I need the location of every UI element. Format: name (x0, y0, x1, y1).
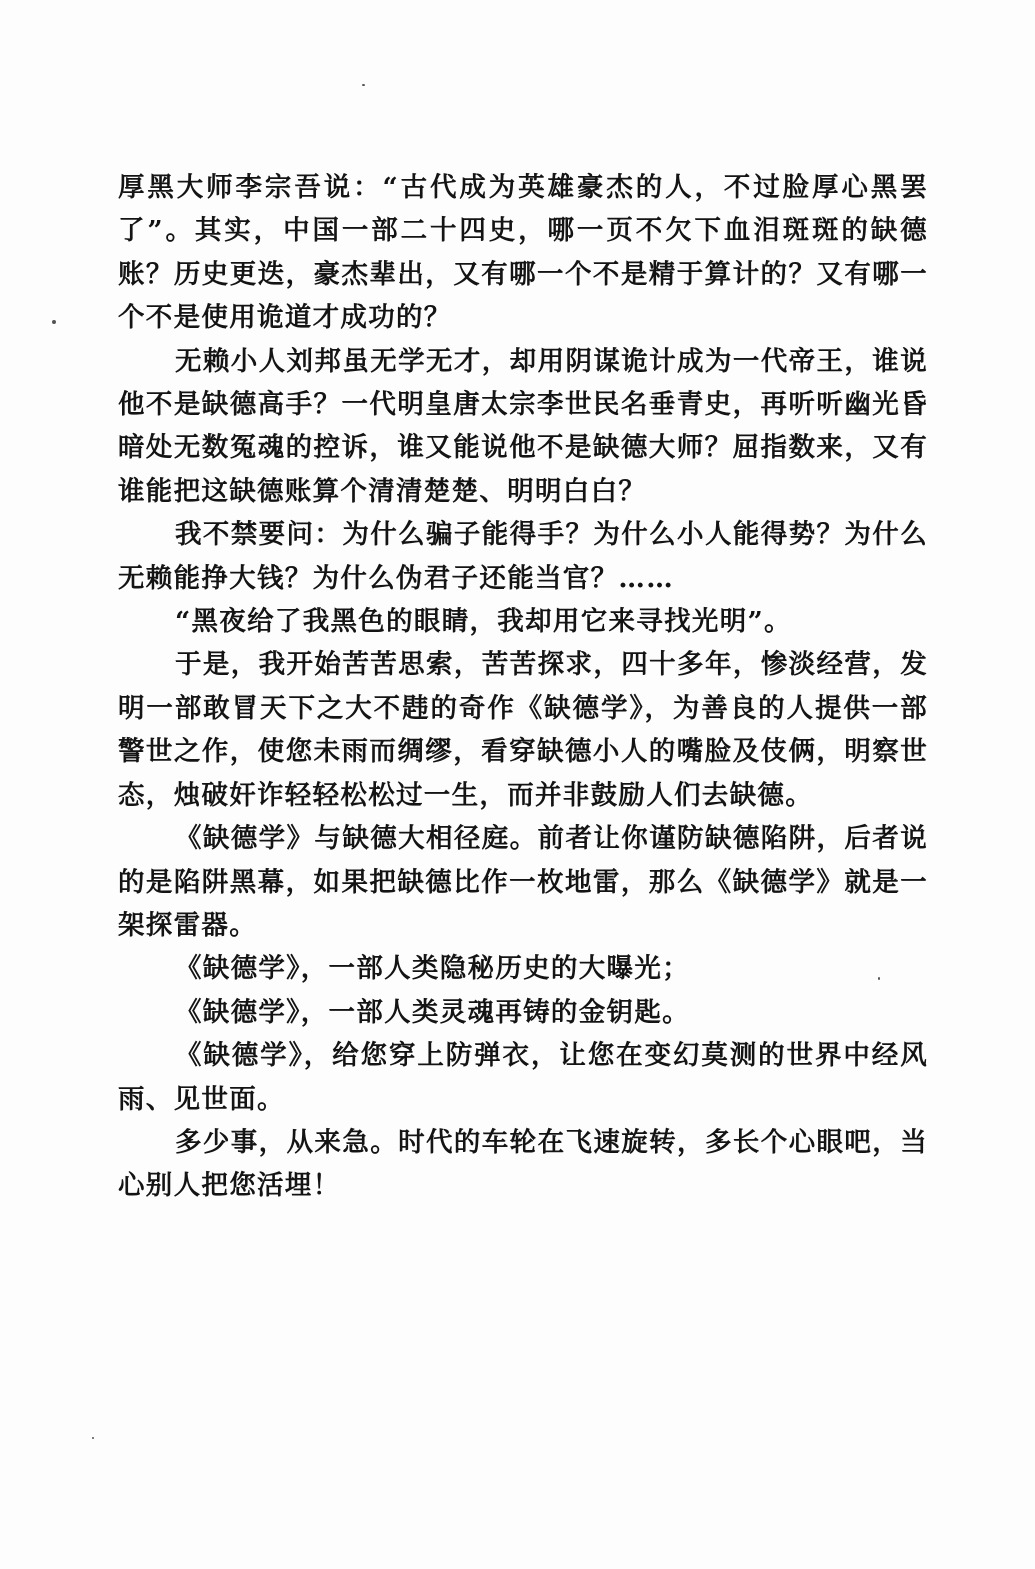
paragraph: 多少事，从来急。时代的车轮在飞速旋转，多长个心眼吧，当心别人把您活埋！ (118, 1126, 928, 1202)
paragraph: 《缺德学》，一部人类隐秘历史的大曝光； (174, 953, 690, 985)
scan-speck (52, 320, 56, 324)
paragraph: 厚黑大师李宗吾说：“古代成为英雄豪杰的人，不过脸厚心黑罢了”。其实，中国一部二十四史，哪一页不欠下血泪斑斑的缺德账？历史更迭，豪杰辈出，又有哪一个不是精于算计的？又有哪一个不是使用诡道才成功的？ (118, 172, 928, 334)
paragraph: 无赖小人刘邦虽无学无才，却用阴谋诡计成为一代帝王，谁说他不是缺德高手？一代明皇唐太宗李世民名垂青史，再听听幽光昏暗处无数冤魂的控诉，谁又能说他不是缺德大师？屈指数来，又有谁能把这缺德账算个清清楚楚、明明白白？ (118, 345, 928, 507)
scan-speck (92, 1437, 94, 1439)
paragraph: 《缺德学》，给您穿上防弹衣，让您在变幻莫测的世界中经风雨、见世面。 (118, 1040, 928, 1115)
body-text (118, 166, 928, 1208)
paragraph: 《缺德学》与缺德大相径庭。前者让你谨防缺德陷阱，后者说的是陷阱黑幕，如果把缺德比作一枚地雷，那么《缺德学》就是一架探雷器。 (118, 823, 928, 941)
scan-speck (362, 84, 365, 86)
paragraph: 《缺德学》，一部人类灵魂再铸的金钥匙。 (174, 996, 690, 1028)
paragraph: 于是，我开始苦苦思索，苦苦探求，四十多年，惨淡经营，发明一部敢冒天下之大不韪的奇作《缺德学》，为善良的人提供一部警世之作，使您未雨而绸缪，看穿缺德小人的嘴脸及伎俩，明察世态，烛破奸诈轻轻松松过一生，而并非鼓励人们去缺德。 (118, 649, 928, 811)
paragraph: 我不禁要问：为什么骗子能得手？为什么小人能得势？为什么无赖能挣大钱？为什么伪君子还能当官？…… (118, 519, 928, 594)
quote-line: “黑夜给了我黑色的眼睛，我却用它来寻找光明”。 (174, 606, 792, 638)
